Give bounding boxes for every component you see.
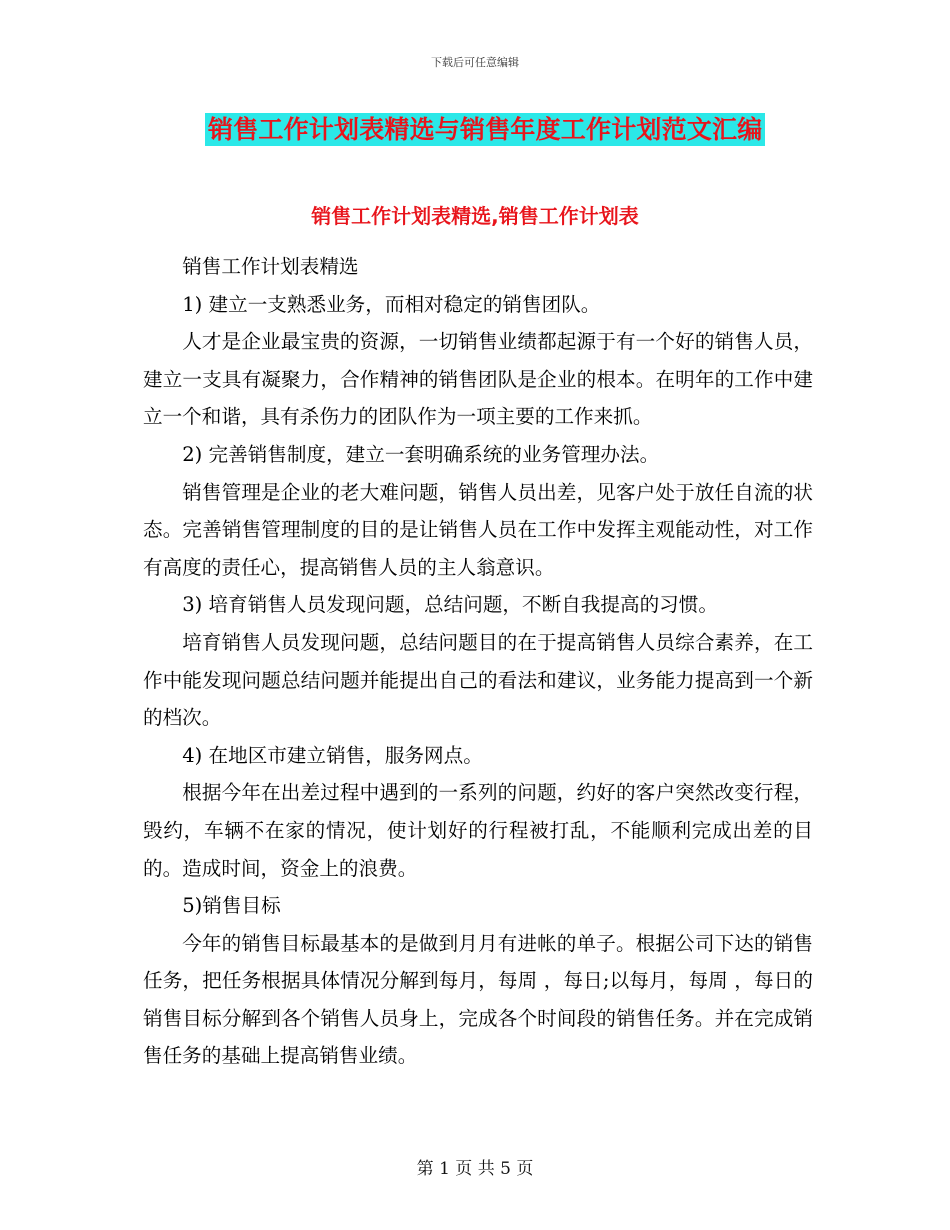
document-body	[143, 248, 813, 1075]
list-item-heading: 1) 建立一支熟悉业务，而相对稳定的销售团队。	[182, 292, 601, 316]
list-item-heading: 5)销售目标	[182, 894, 281, 918]
header-note: 下载后可任意编辑	[431, 56, 519, 69]
paragraph: 培育销售人员发现问题，总结问题目的在于提高销售人员综合素养，在工作中能发现问题总结问题并能提出自己的看法和建议，业务能力提高到一个新的档次。	[143, 630, 813, 730]
page-number-footer: 第 1 页 共 5 页	[416, 1159, 534, 1179]
paragraph-heading: 销售工作计划表精选	[182, 255, 359, 278]
paragraph: 今年的销售目标最基本的是做到月月有进帐的单子。根据公司下达的销售任务，把任务根据具体情况分解到每月，每周 ，每日;以每月，每周 ，每日的销售目标分解到各个销售人员身上，完成各个时间段的销售任务。并在完成销售任务的基础上提高销售业绩。	[143, 931, 813, 1068]
list-item-heading: 2) 完善销售制度，建立一套明确系统的业务管理办法。	[182, 442, 660, 466]
paragraph: 根据今年在出差过程中遇到的一系列的问题，约好的客户突然改变行程，毁约，车辆不在家的情况，使计划好的行程被打乱，不能顺利完成出差的目的。造成时间，资金上的浪费。	[143, 781, 813, 880]
document-title: 销售工作计划表精选与销售年度工作计划范文汇编	[205, 113, 765, 146]
list-item-heading: 3) 培育销售人员发现问题，总结问题，不断自我提高的习惯。	[182, 593, 718, 617]
paragraph: 人才是企业最宝贵的资源，一切销售业绩都起源于有一个好的销售人员，建立一支具有凝聚力，合作精神的销售团队是企业的根本。在明年的工作中建立一个和谐，具有杀伤力的团队作为一项主要的工作来抓。	[143, 330, 813, 429]
list-item-heading: 4) 在地区市建立销售，服务网点。	[182, 743, 483, 767]
paragraph: 销售管理是企业的老大难问题，销售人员出差，见客户处于放任自流的状态。完善销售管理制度的目的是让销售人员在工作中发挥主观能动性，对工作有高度的责任心，提高销售人员的主人翁意识。	[143, 480, 813, 579]
section-title: 销售工作计划表精选,销售工作计划表	[311, 204, 639, 228]
